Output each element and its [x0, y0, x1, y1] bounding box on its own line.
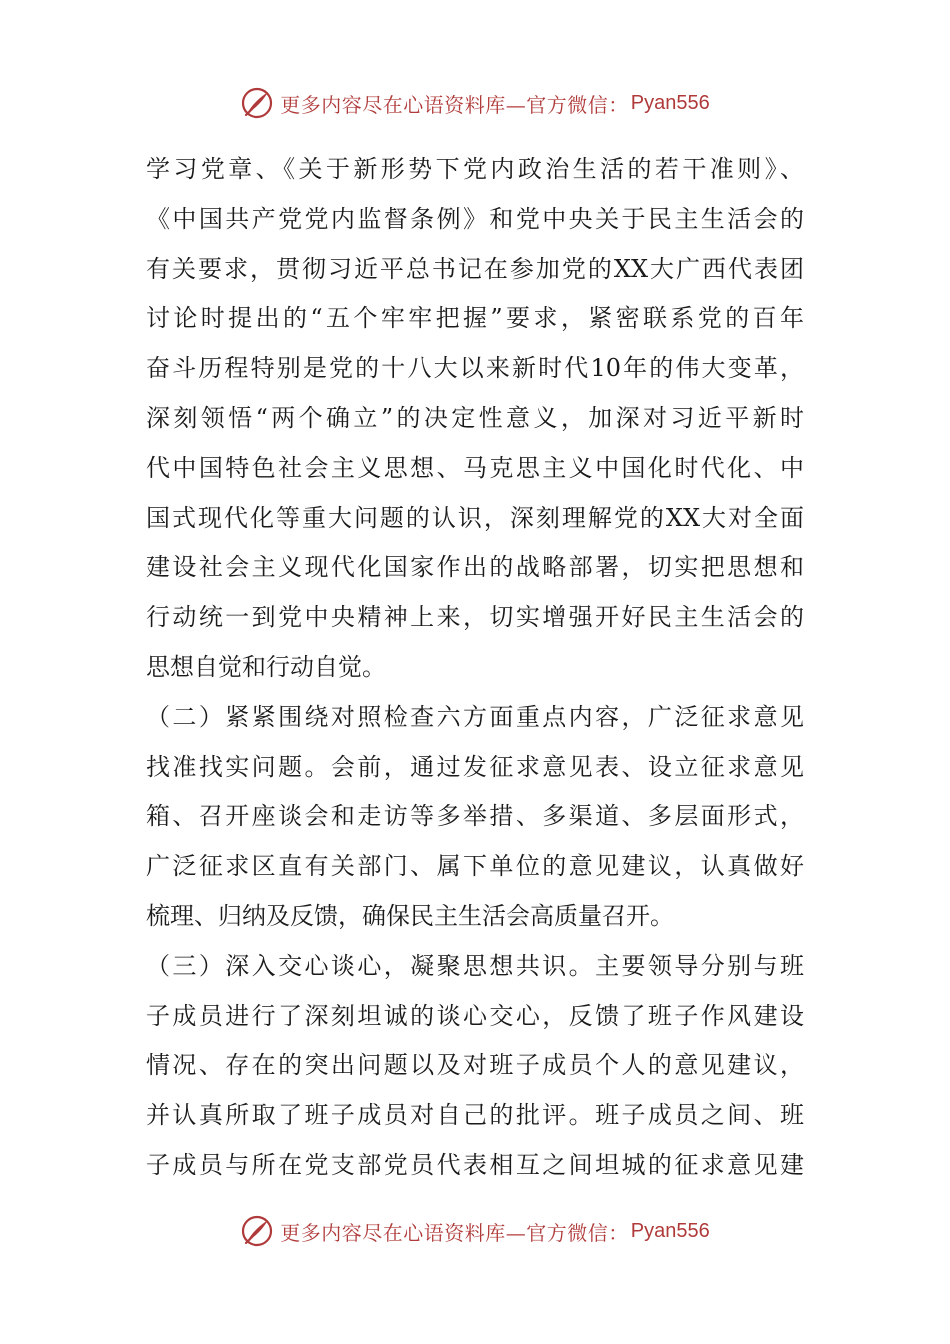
quill-logo-icon [240, 86, 274, 120]
text-line: 深刻领悟“两个确立”的决定性意义，加深对习近平新时 [146, 403, 804, 432]
text-line: 行动统一到党中央精神上来，切实增强开好民主生活会的 [146, 603, 804, 632]
text-line: 思想自觉和行动自觉。 [146, 652, 386, 681]
text-line: 讨论时提出的“五个牢牢把握”要求，紧密联系党的百年 [146, 304, 804, 333]
text-line: 子成员与所在党支部党员代表相互之间坦城的征求意见建 [146, 1150, 804, 1179]
quill-logo-icon [240, 1214, 274, 1248]
text-line: 箱、召开座谈会和走访等多举措、多渠道、多层面形式， [146, 802, 804, 831]
header-banner-text: 更多内容尽在心语资料库—官方微信： [280, 92, 629, 117]
text-line: 有关要求，贯彻习近平总书记在参加党的XX大广西代表团 [146, 254, 804, 283]
text-line: 建设社会主义现代化国家作出的战略部署，切实把思想和 [146, 553, 804, 582]
footer-banner-text: 更多内容尽在心语资料库—官方微信： [280, 1220, 629, 1245]
footer-watermark-banner [0, 1211, 950, 1251]
text-line: （三）深入交心谈心，凝聚思想共识。主要领导分别与班 [146, 951, 804, 980]
header-banner-contact: Pyan556 [630, 91, 710, 114]
text-line: 情况、存在的突出问题以及对班子成员个人的意见建议， [146, 1051, 804, 1080]
text-line: 并认真所取了班子成员对自己的批评。班子成员之间、班 [146, 1101, 804, 1130]
text-line: 学习党章、《关于新形势下党内政治生活的若干准则》、 [146, 155, 804, 183]
text-line: 奋斗历程特别是党的十八大以来新时代10年的伟大变革， [146, 354, 804, 383]
text-line: 国式现代化等重大问题的认识，深刻理解党的XX大对全面 [146, 503, 804, 532]
text-line: 子成员进行了深刻坦诚的谈心交心，反馈了班子作风建设 [146, 1001, 804, 1030]
text-line: 《中国共产党党内监督条例》和党中央关于民主生活会的 [146, 204, 804, 233]
header-watermark-banner [0, 83, 950, 123]
text-line: 找准找实问题。会前，通过发征求意见表、设立征求意见 [146, 752, 804, 781]
footer-banner-contact: Pyan556 [630, 1219, 710, 1242]
document-body [146, 145, 804, 1191]
text-line: （二）紧紧围绕对照检查六方面重点内容，广泛征求意见 [146, 702, 804, 731]
text-line: 广泛征求区直有关部门、属下单位的意见建议，认真做好 [146, 852, 804, 881]
text-line: 梳理、归纳及反馈，确保民主生活会高质量召开。 [146, 901, 674, 930]
text-line: 代中国特色社会主义思想、马克思主义中国化时代化、中 [146, 453, 804, 482]
